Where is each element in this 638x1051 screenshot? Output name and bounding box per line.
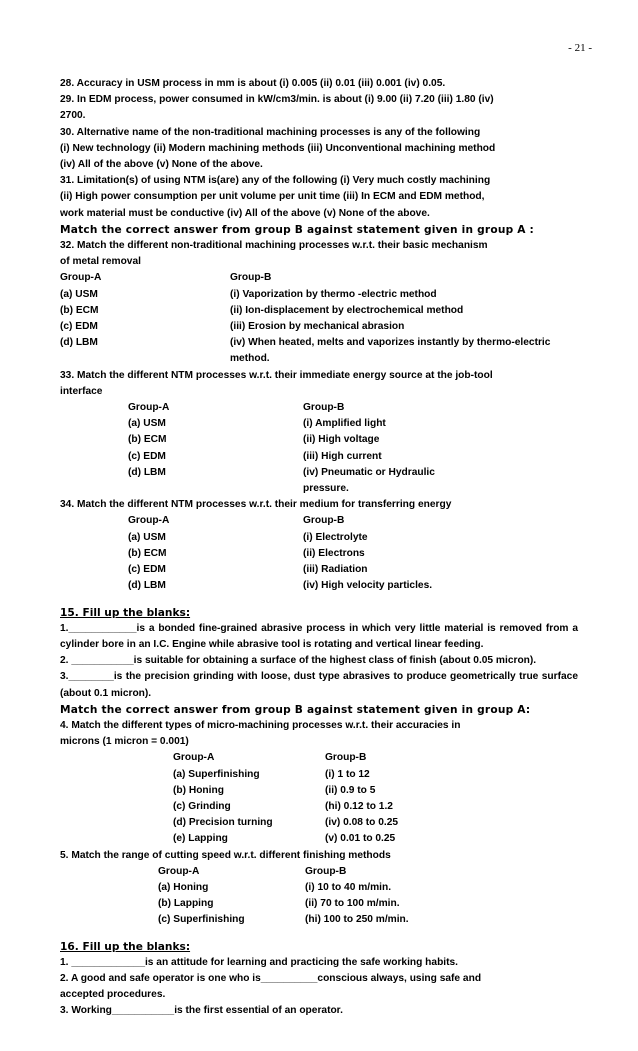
table-row (60, 449, 578, 465)
group-a-cell: (a) Superfinishing (173, 768, 260, 780)
table-header-row (60, 270, 578, 286)
group-a-cell: (b) ECM (128, 434, 167, 446)
table-row (60, 562, 578, 578)
group-b-cell: (ii) High voltage (303, 434, 380, 446)
match-table-32 (60, 270, 578, 367)
group-a-cell: (d) LBM (60, 337, 98, 349)
group-a-cell: (c) EDM (128, 450, 166, 462)
table-header-row (60, 400, 578, 416)
question-33-line-1: 33. Match the different NTM processes w.r.t. their immediate energy source at the job-tool (60, 369, 493, 381)
group-a-cell: (a) Honing (158, 881, 209, 893)
table-row (60, 303, 578, 319)
group-b-cell: (iv) 0.08 to 0.25 (325, 817, 399, 829)
group-b-cell: (iii) High current (303, 450, 382, 462)
group-b-cell: (hi) 0.12 to 1.2 (325, 800, 393, 812)
group-a-cell: (c) Superfinishing (158, 914, 245, 926)
group-b-header: Group-B (305, 865, 347, 877)
group-a-cell: (d) LBM (128, 580, 166, 592)
section-16-question-3: 3. Working___________is the first essential of an operator. (60, 1005, 343, 1017)
group-b-cell: (ii) 70 to 100 m/min. (305, 898, 400, 910)
question-32-line-2: of metal removal (60, 256, 141, 268)
match-header-2: Match the correct answer from group B against statement given in group A: (60, 703, 531, 716)
group-b-header: Group-B (303, 402, 345, 414)
question-28: 28. Accuracy in USM process in mm is about (i) 0.005 (ii) 0.01 (iii) 0.001 (iv) 0.05. (60, 78, 446, 89)
match-table-5 (60, 864, 578, 929)
table-row (60, 546, 578, 562)
group-a-cell: (a) USM (60, 288, 98, 300)
question-29-line-1: 29. In EDM process, power consumed in kW/cm3/min. is about (i) 9.00 (ii) 7.20 (iii) 1.80 (iv) (60, 94, 494, 106)
group-b-cell: (ii) 0.9 to 5 (325, 784, 376, 796)
group-b-cell: (ii) Electrons (303, 547, 365, 559)
table-row (60, 880, 578, 896)
section-15-title: 15. Fill up the blanks: (60, 606, 191, 619)
group-b-cell: (iii) Radiation (303, 564, 368, 576)
table-row (60, 287, 578, 303)
table-header-row (60, 864, 578, 880)
table-row (60, 783, 578, 799)
table-header-row (60, 513, 578, 529)
group-b-cell: (iv) High velocity particles. (303, 580, 433, 592)
section-16-question-2-line-2: accepted procedures. (60, 989, 166, 1001)
section-15-question-5: 5. Match the range of cutting speed w.r.t. different finishing methods (60, 849, 391, 861)
question-31-line-2: (ii) High power consumption per unit volume per unit time (iii) In ECM and EDM method, (60, 191, 485, 203)
section-16-question-1: 1. _____________is an attitude for learning and practicing the safe working habits. (60, 956, 459, 968)
match-header-1: Match the correct answer from group B against statement given in group A : (60, 223, 534, 236)
table-row (60, 912, 578, 928)
group-a-cell: (a) USM (128, 531, 166, 543)
table-row (60, 831, 578, 847)
group-a-cell: (a) USM (128, 418, 166, 430)
section-15-question-3: 3.________is the precision grinding with loose, dust type abrasives to produce geometrically true surface (about 0.1 micron). (60, 671, 578, 699)
group-b-cell: (ii) Ion-displacement by electrochemical method (230, 304, 464, 316)
table-row (60, 319, 578, 335)
match-table-33 (60, 400, 578, 497)
question-32-line-1: 32. Match the different non-traditional machining processes w.r.t. their basic mechanism (60, 240, 488, 252)
group-b-cell: (i) 1 to 12 (325, 768, 370, 780)
group-a-cell: (c) Grinding (173, 800, 231, 812)
group-a-cell: (b) ECM (128, 547, 167, 559)
match-table-4 (60, 750, 578, 847)
question-30-line-2: (i) New technology (ii) Modern machining methods (iii) Unconventional machining method (60, 142, 496, 154)
group-a-cell: (e) Lapping (173, 833, 228, 845)
table-row (60, 799, 578, 815)
group-a-header: Group-A (60, 272, 102, 284)
section-16-question-2-line-1: 2. A good and safe operator is one who is__________conscious always, using safe and (60, 972, 482, 984)
group-b-cell: (v) 0.01 to 0.25 (325, 833, 396, 845)
group-b-cell: (iii) Erosion by mechanical abrasion (230, 321, 405, 333)
group-a-cell: (b) Honing (173, 784, 224, 796)
question-31-line-3: work material must be conductive (iv) All of the above (v) None of the above. (60, 207, 430, 219)
question-33-line-2: interface (60, 385, 103, 397)
page-number: - 21 - (568, 42, 592, 54)
question-31-line-1: 31. Limitation(s) of using NTM is(are) any of the following (i) Very much costly machining (60, 175, 491, 187)
table-header-row (60, 750, 578, 766)
table-row (60, 465, 578, 497)
section-15-question-1: 1.____________is a bonded fine-grained abrasive process in which very little material is removed from a cylinder bore in an I.C. Engine while abrasive tool is rotating and vertical linear feeding. (60, 622, 578, 650)
group-b-cell: (i) Vaporization by thermo -electric method (230, 288, 437, 300)
section-15-question-4-line-1: 4. Match the different types of micro-machining processes w.r.t. their accuracies in (60, 719, 461, 731)
group-a-cell: (c) EDM (128, 564, 166, 576)
group-a-cell: (c) EDM (60, 321, 98, 333)
question-30-line-3: (iv) All of the above (v) None of the above. (60, 159, 263, 171)
table-row (60, 578, 578, 594)
group-b-cell: (iv) Pneumatic or Hydraulic pressure. (303, 466, 435, 495)
section-15-question-2: 2. ___________is suitable for obtaining a surface of the highest class of finish (about 0.05 micron). (60, 655, 537, 667)
group-b-cell: (iv) When heated, melts and vaporizes instantly by thermo-electric method. (230, 337, 551, 365)
group-b-cell: (i) 10 to 40 m/min. (305, 881, 392, 893)
group-b-cell: (hi) 100 to 250 m/min. (305, 914, 409, 926)
group-a-cell: (b) ECM (60, 304, 99, 316)
section-16-title: 16. Fill up the blanks: (60, 940, 191, 953)
question-29-line-2: 2700. (60, 110, 86, 122)
table-row (60, 416, 578, 432)
group-a-cell: (b) Lapping (158, 898, 214, 910)
match-table-34 (60, 513, 578, 594)
group-b-cell: (i) Electrolyte (303, 531, 368, 543)
group-a-cell: (d) LBM (128, 466, 166, 478)
question-34: 34. Match the different NTM processes w.r.t. their medium for transferring energy (60, 499, 452, 511)
table-row (60, 896, 578, 912)
group-b-cell: (i) Amplified light (303, 418, 386, 430)
table-row (60, 335, 578, 367)
table-row (60, 767, 578, 783)
table-row (60, 432, 578, 448)
document-body (60, 76, 578, 1020)
group-a-header: Group-A (128, 515, 170, 527)
table-row (60, 530, 578, 546)
group-b-header: Group-B (230, 272, 272, 284)
group-a-header: Group-A (173, 752, 215, 764)
group-b-header: Group-B (325, 752, 367, 764)
table-row (60, 815, 578, 831)
group-b-header: Group-B (303, 515, 345, 527)
section-15-question-4-line-2: microns (1 micron = 0.001) (60, 736, 189, 748)
group-a-cell: (d) Precision turning (173, 817, 273, 829)
group-a-header: Group-A (128, 402, 170, 414)
group-a-header: Group-A (158, 865, 200, 877)
question-30-line-1: 30. Alternative name of the non-traditional machining processes is any of the following (60, 126, 481, 138)
